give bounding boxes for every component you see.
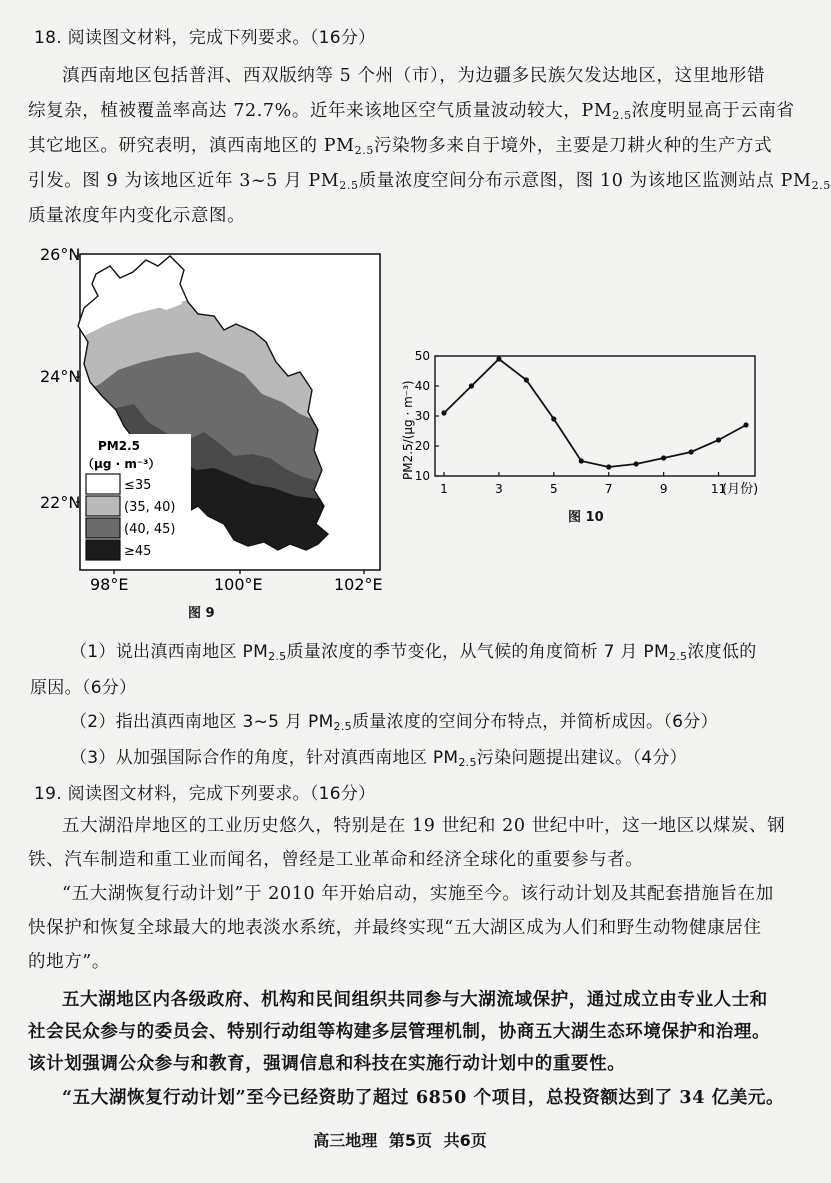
q19-para-line: 社会民众参与的委员会、特别行动组等构建多层管理机制，协商五大湖生态环境保护和治理。 [28, 1022, 771, 1042]
data-point [688, 449, 693, 454]
x-tick-label: 7 [604, 482, 613, 496]
data-point [716, 437, 721, 442]
page-footer [0, 1128, 800, 1151]
data-point [524, 377, 529, 382]
data-point [496, 356, 501, 361]
q19-para-line: 的地方”。 [28, 952, 110, 972]
x-tick-label: 1 [440, 482, 448, 496]
x-tick-label: 11 [710, 482, 727, 496]
data-point [551, 416, 556, 421]
map-figure-9 [38, 244, 400, 634]
y-tick-label: 30 [414, 409, 430, 423]
q19-para-line: 铁、汽车制造和重工业而闻名，曾经是工业革命和经济全球化的重要参与者。 [28, 850, 644, 870]
y-tick-label: 50 [414, 349, 430, 363]
x-tick-label: 3 [495, 482, 503, 496]
data-point [661, 455, 666, 460]
q18-question: （3）从加强国际合作的角度，针对滇西南地区 $PM_{2.5}$污染问题提出建议。（4分） [70, 748, 687, 769]
map-svg [38, 244, 400, 634]
q18-para-line: 质量浓度年内变化示意图。 [28, 206, 246, 226]
q19-para-line: 五大湖沿岸地区的工业历史悠久，特别是在 19 世纪和 20 世纪中叶，这一地区以煤炭、钢 [62, 816, 786, 836]
lat-label: 24°N [40, 367, 81, 386]
legend-swatch-35-40 [86, 496, 120, 516]
chart-xlabel: (月份) [722, 482, 759, 497]
q18-question: （1）说出滇西南地区 $PM_{2.5}$质量浓度的季节变化，从气候的角度简析 7 月 $PM_{2.5}$浓度低的 [70, 642, 757, 663]
q18-question: 原因。（6分） [30, 678, 137, 698]
q19-para-line: 该计划强调公众参与和教育，强调信息和科技在实施行动计划中的重要性。 [28, 1054, 626, 1074]
y-tick-label: 10 [414, 469, 430, 483]
q18-para-line: 滇西南地区包括普洱、西双版纳等 5 个州（市），为边疆多民族欠发达地区，这里地形错 [62, 66, 766, 86]
pm25-series-line [444, 359, 746, 467]
q19-para-line: “五大湖恢复行动计划”于 2010 年开始启动，实施至今。该行动计划及其配套措施旨在加 [62, 884, 774, 904]
q19-para-line: 快保护和恢复全球最大的地表淡水系统，并最终实现“五大湖区成为人们和野生动物健康居住 [28, 918, 762, 938]
legend-title: PM2.5 [98, 439, 140, 453]
q18-question: （2）指出滇西南地区 3~5 月 $PM_{2.5}$质量浓度的空间分布特点，并简析成因。（6分） [70, 712, 718, 733]
chart-ylabel: PM2.5/(μg · m⁻³) [401, 380, 415, 480]
y-tick-label: 20 [414, 439, 430, 453]
legend-swatch-le35 [86, 474, 120, 494]
footer-total: 共6页 [443, 1131, 487, 1150]
data-point [743, 422, 748, 427]
q18-header: 18. 阅读图文材料，完成下列要求。（16分） [34, 28, 376, 48]
chart-svg [400, 340, 780, 530]
y-tick-label: 40 [414, 379, 430, 393]
legend-swatch-40-45 [86, 518, 120, 538]
q19-header: 19. 阅读图文材料，完成下列要求。（16分） [34, 784, 376, 804]
data-point [634, 461, 639, 466]
chart-figure-10 [400, 340, 780, 530]
lon-label: 98°E [90, 575, 129, 594]
q19-para-line: 五大湖地区内各级政府、机构和民间组织共同参与大湖流域保护，通过成立由专业人士和 [62, 990, 768, 1010]
legend-label: ≥45 [124, 544, 152, 559]
legend-label: (35, 40) [124, 500, 176, 515]
lon-label: 100°E [214, 575, 263, 594]
lat-label: 22°N [40, 493, 81, 512]
data-point [441, 410, 446, 415]
footer-page: 第5页 [388, 1131, 432, 1150]
map-caption: 图 9 [188, 606, 215, 621]
legend-label: (40, 45) [124, 522, 176, 537]
lat-label: 26°N [40, 245, 81, 264]
data-point [579, 458, 584, 463]
x-tick-label: 5 [549, 482, 558, 496]
chart-caption: 图 10 [568, 510, 604, 525]
data-point [469, 383, 474, 388]
q18-para-line: 综复杂，植被覆盖率高达 72.7%。近年来该地区空气质量波动较大，$PM_{2.5}$浓度明显高于云南省 [28, 101, 795, 122]
legend-label: ≤35 [124, 478, 152, 493]
legend-swatch-ge45 [86, 540, 120, 560]
data-point [606, 464, 611, 469]
map-legend [81, 434, 191, 568]
lon-label: 102°E [334, 575, 383, 594]
q18-para-line: 引发。图 9 为该地区近年 3~5 月 $PM_{2.5}$质量浓度空间分布示意图，图 10 为该地区监测站点 $PM_{2.5}$ [28, 171, 831, 192]
x-tick-label: 9 [659, 482, 668, 496]
legend-unit: （μg · m⁻³） [82, 457, 161, 471]
q18-para-line: 其它地区。研究表明，滇西南地区的 $PM_{2.5}$污染物多来自于境外，主要是刀耕火种的生产方式 [28, 136, 773, 157]
q19-para-line: “五大湖恢复行动计划”至今已经资助了超过 6850 个项目，总投资额达到了 34 亿美元。 [62, 1088, 785, 1108]
footer-subject: 高三地理 [313, 1131, 378, 1150]
